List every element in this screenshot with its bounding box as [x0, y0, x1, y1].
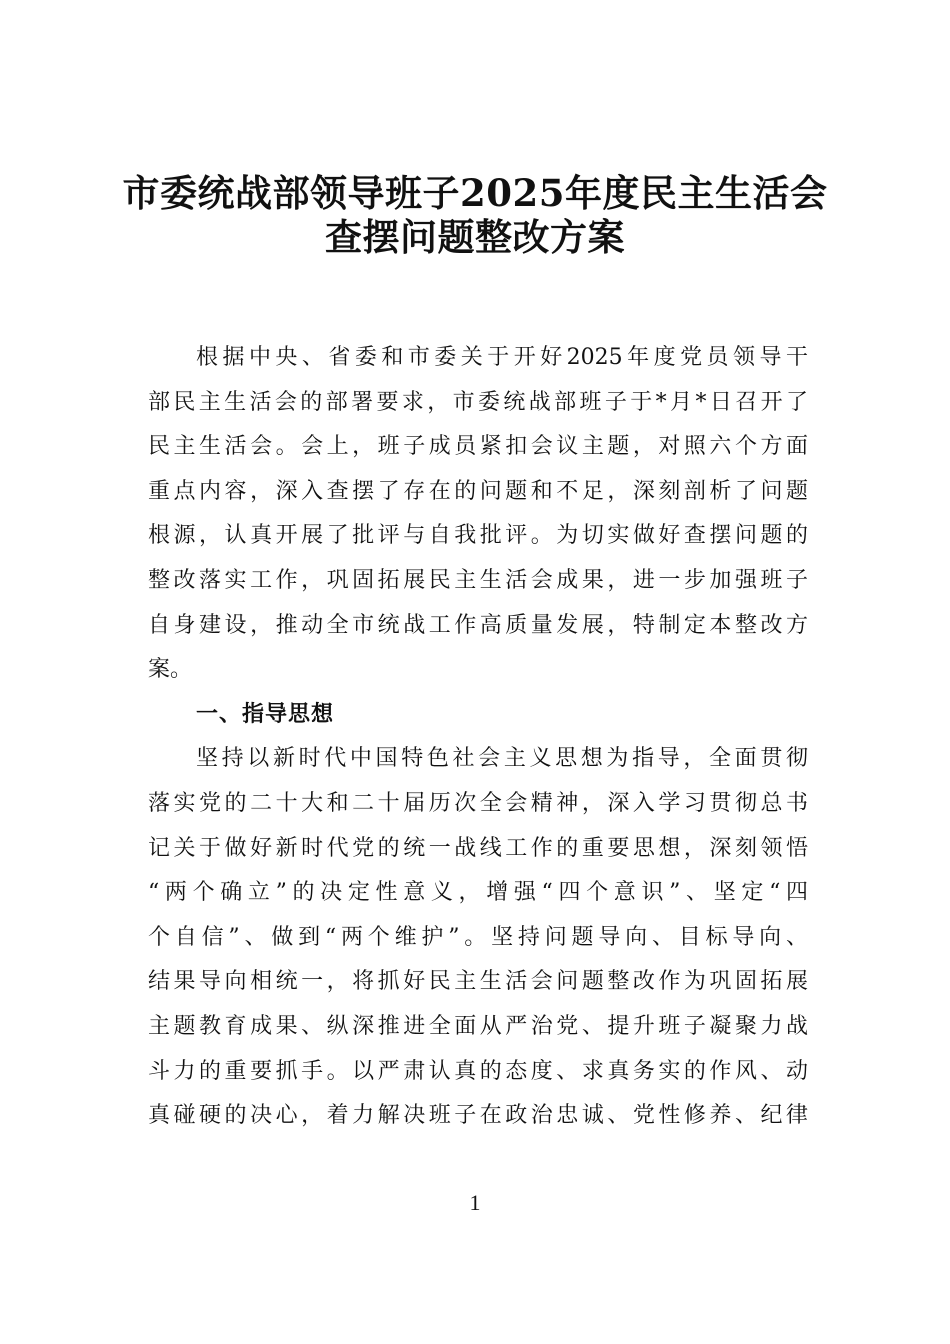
section-line: 记关于做好新时代党的统一战线工作的重要思想，深刻领悟 [148, 835, 808, 861]
section-line: 个自信”、做到“两个维护”。坚持问题导向、目标导向、 [148, 924, 808, 950]
section-line: “两个确立”的决定性意义，增强“四个意识”、坚定“四 [148, 880, 808, 906]
section-line: 斗力的重要抓手。以严肃认真的态度、求真务实的作风、动 [148, 1058, 808, 1084]
document-title-line-2: 查摆问题整改方案 [325, 215, 625, 259]
section-line: 主题教育成果、纵深推进全面从严治党、提升班子凝聚力战 [148, 1013, 808, 1039]
intro-line: 部民主生活会的部署要求，市委统战部班子于*月*日召开了 [148, 389, 808, 415]
intro-line: 案。 [148, 657, 193, 683]
section-line: 结果导向相统一，将抓好民主生活会问题整改作为巩固拓展 [148, 969, 808, 995]
section-line: 落实党的二十大和二十届历次全会精神，深入学习贯彻总书 [148, 790, 808, 816]
section-heading: 一、指导思想 [196, 701, 335, 727]
page-number: 1 [469, 1190, 481, 1215]
document-title-line-1: 市委统战部领导班子2025年度民主生活会 [122, 171, 828, 215]
document-body [148, 336, 808, 1139]
intro-line: 自身建设，推动全市统战工作高质量发展，特制定本整改方 [148, 612, 808, 638]
intro-line: 重点内容，深入查摆了存在的问题和不足，深刻剖析了问题 [148, 478, 808, 504]
intro-line: 整改落实工作，巩固拓展民主生活会成果，进一步加强班子 [148, 567, 808, 593]
section-line: 真碰硬的决心，着力解决班子在政治忠诚、党性修养、纪律 [148, 1103, 808, 1129]
intro-line: 根据中央、省委和市委关于开好2025年度党员领导干 [196, 345, 808, 370]
intro-line: 民主生活会。会上，班子成员紧扣会议主题，对照六个方面 [148, 434, 808, 460]
intro-line: 根源，认真开展了批评与自我批评。为切实做好查摆问题的 [148, 523, 808, 549]
section-line: 坚持以新时代中国特色社会主义思想为指导，全面贯彻 [196, 746, 808, 772]
